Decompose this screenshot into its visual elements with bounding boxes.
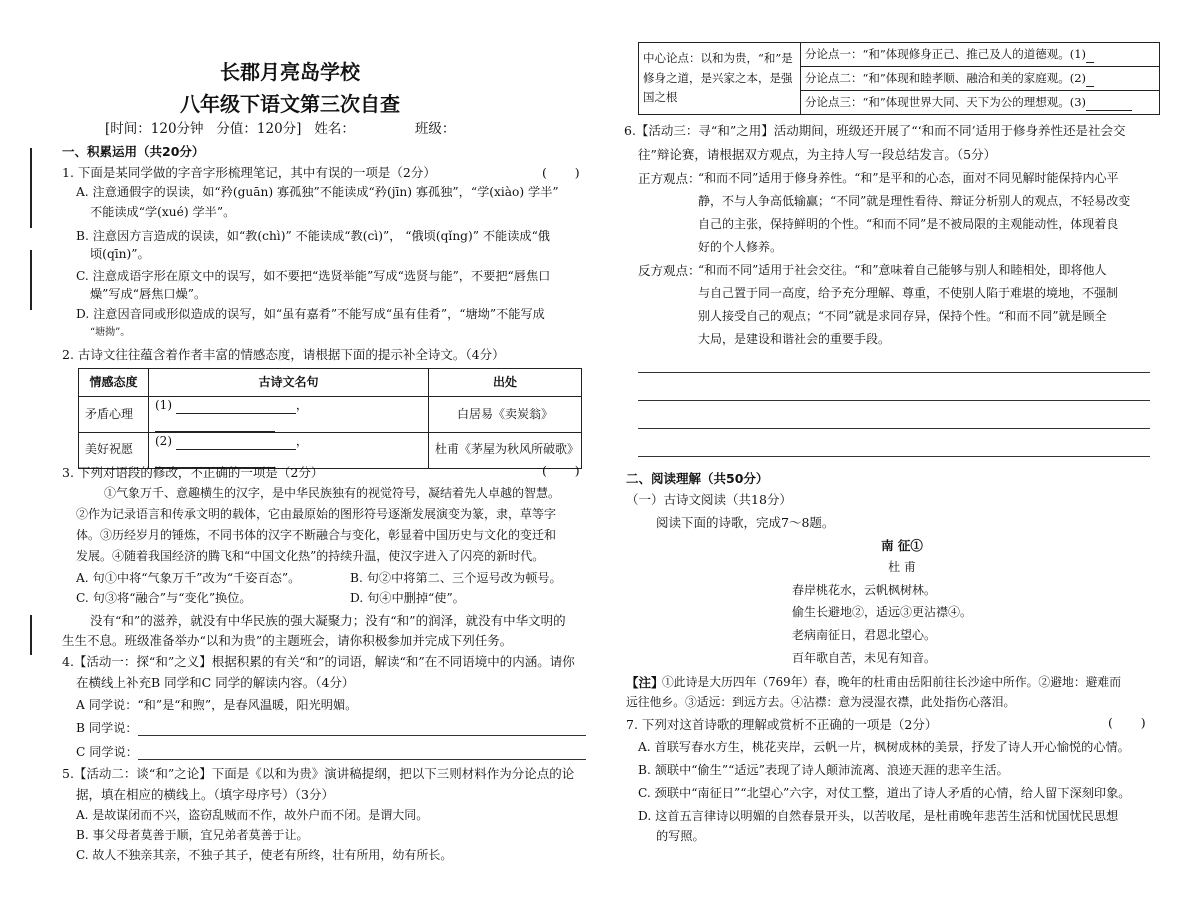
right-page [612,0,1200,904]
q7-answer-paren[interactable]: ( ) [1108,715,1146,730]
intro-line-2: 生生不息。班级准备举办“以和为贵”的主题班会，请你积极参加并完成下列任务。 [62,633,513,648]
main-thesis-line-1: 中心论点：以和为贵，“和”是 [643,51,793,66]
q5-material-b: B. 事父母者莫善于顺，宜兄弟者莫善于让。 [76,828,309,842]
table-row [79,397,582,433]
q6-answer-line-2[interactable] [638,400,1150,401]
q3-option-b: B. 句②中将第二、三个逗号改为顿号。 [350,571,562,585]
q7-option-b: B. 颔联中“偷生”“适远”表现了诗人颠沛流离、浪迹天涯的悲辛生活。 [638,763,1009,777]
q1-stem: 1. 下面是某同学做的字音字形梳理笔记，其中有误的一项是（2分） [62,165,436,180]
q2-row2-comma: ， [295,433,308,448]
q4-student-c-label: C 同学说： [76,745,138,759]
sub-point-2: 分论点二：“和”体现和睦孝顺、融洽和美的家庭观。(2) [801,67,1160,91]
main-thesis-line-2: 修身之道，是兴家之本，是强 [643,70,793,85]
q3-answer-paren[interactable]: ( ) [542,463,580,478]
poem-title: 南 征① [881,538,923,553]
q7-option-a: A. 首联写春水方生，桃花夹岸，云帆一片，枫树成林的美景，抒发了诗人开心愉悦的心情。 [638,740,1130,754]
q2-row1-emotion: 矛盾心理 [79,397,149,433]
poem-author: 杜 甫 [888,560,916,574]
school-title: 长郡月亮岛学校 [220,60,360,84]
q5-stem-1: 5.【活动二：谈“和”之论】下面是《以和为贵》演讲稿提纲，把以下三则材料作为分论点的论 [62,766,575,781]
pro-label: 正方观点： [638,171,701,186]
q1-option-b: B. 注意因方言造成的误读，如“教(chì)” 不能读成“教(cì)”， “俄顷(qǐng)” 不能读成“俄 [76,229,550,243]
q2-header-emotion: 情感态度 [79,369,149,397]
pro-line-2: 静，不与人争高低输赢；“不同”就是理性看待、辩证分析别人的观点，不轻易改变 [698,194,1131,208]
q3-passage-1: ①气象万千、意趣横生的汉字，是中华民族独有的视觉符号，凝结着先人卓越的智慧。 [104,486,561,500]
q4-stem-1: 4.【活动一：探“和”之义】根据积累的有关“和”的词语，解读“和”在不同语境中的内涵。请你 [62,654,575,669]
q5-material-c: C. 故人不独亲其亲，不独子其子，使老有所终，壮有所用，幼有所长。 [76,848,453,862]
sub-point-3: 分论点三：“和”体现世界大同、天下为公的理想观。(3) [801,91,1160,115]
q2-row1-num: (1) [155,398,172,412]
q2-stem: 2. 古诗文往往蕴含着作者丰富的情感态度，请根据下面的提示补全诗文。（4分） [62,347,505,362]
poem-line-1: 春岸桃花水，云帆枫树林。 [792,583,937,597]
q2-row2-blank-a[interactable] [176,436,296,450]
sub-point-3-blank[interactable] [1086,101,1132,111]
q3-passage-2: ②作为记录语言和传承文明的载体，它由最原始的图形符号逐渐发展演变为篆，隶，草等字 [76,507,557,521]
q1-option-a-cont: 不能读成“学(xué) 学半”。 [90,205,236,219]
q1-option-b-cont: 顷(qīn)”。 [90,247,150,261]
q1-option-d: D. 注意因音同或形似造成的误写，如“虽有嘉肴”不能写成“虽有佳肴”，“塘坳”不能写成 [76,307,545,321]
main-thesis-line-3: 国之根 [643,90,678,105]
q2-row1-blank-b[interactable] [155,418,275,432]
q5-outline-table [638,42,1160,115]
table-row [79,432,582,468]
con-line-2: 与自己置于同一高度，给予充分理解、尊重，不使别人陷于难堪的境地，不强制 [698,286,1119,300]
q4-student-b-answer-line[interactable] [138,735,586,736]
q4-student-a: A 同学说：“和”是“和煦”，是春风温暖，阳光明媚。 [76,698,358,712]
q7-stem: 7. 下列对这首诗歌的理解或赏析不正确的一项是（2分） [626,717,938,732]
section2-subtitle: （一）古诗文阅读（共18分） [626,492,792,507]
q7-option-d: D. 这首五言律诗以明媚的自然春景开头，以苦收尾，是杜甫晚年悲苦生活和忧国忧民思想 [638,809,1119,823]
q2-row1-source: 白居易《卖炭翁》 [429,397,582,433]
con-line-1: “和而不同”适用于社会交往。“和”意味着自己能够与别人和睦相处，即将他人 [698,263,1107,277]
q2-row2-source: 杜甫《茅屋为秋风所破歌》 [429,432,582,468]
pro-line-4: 好的个人修养。 [698,240,783,254]
q1-option-c-cont: 燥”写成“唇焦口燥”。 [90,287,207,301]
q3-stem: 3. 下列对语段的修改，不正确的一项是（2分） [62,465,324,480]
q5-material-a: A. 是故谋闭而不兴，盗窃乱贼而不作，故外户而不闭。是谓大同。 [76,808,429,822]
poem-instruction: 阅读下面的诗歌，完成7～8题。 [656,515,835,530]
q2-row2-blank[interactable] [149,432,429,468]
exam-info: [时间：120分钟 分值：120分] 姓名： 班级： [105,121,456,137]
q7-option-c: C. 颈联中“南征日”“北望心”六字，对仗工整，道出了诗人矛盾的心情，给人留下深刻印象。 [638,786,1131,800]
q2-table [78,368,582,469]
poem-line-3: 老病南征日，君恩北望心。 [792,628,937,642]
q4-stem-2: 在横线上补充B 同学和C 同学的解读内容。（4分） [76,675,355,690]
q2-header-line: 古诗文名句 [149,369,429,397]
q3-passage-4: 发展。④随着我国经济的腾飞和“中国文化热”的持续升温，使汉字进入了闪亮的新时代。 [76,549,545,563]
pro-line-3: 自己的主张，保持鲜明的个性。“和而不同”是不被局限的主观能动性，体现着良 [698,217,1119,231]
con-label: 反方观点： [638,263,701,278]
q6-answer-line-3[interactable] [638,428,1150,429]
binding-rule-mid [30,250,32,310]
q2-row1-blank[interactable] [149,397,429,433]
q3-option-d: D. 句④中删掉“使”。 [350,591,465,605]
section2-title: 二、阅读理解（共50分） [626,471,769,486]
intro-line-1: 没有“和”的滋养，就没有中华民族的强大凝聚力；没有“和”的润泽，就没有中华文明的 [90,613,566,628]
pro-line-1: “和而不同”适用于修身养性。“和”是平和的心态，面对不同见解时能保持内心平 [698,171,1119,185]
q1-option-d-cont: “塘拗”。 [90,327,131,338]
sub-point-2-blank[interactable] [1086,77,1094,87]
sub-point-1-blank[interactable] [1086,53,1094,63]
con-line-4: 大局，是建设和谐社会的重要手段。 [698,332,891,346]
poem-line-2: 偷生长避地②，适远③更沾襟④。 [792,605,973,619]
q4-student-b-label: B 同学说： [76,721,138,735]
con-line-3: 别人接受自己的观点；“不同”就是求同存异，保持个性。“和而不同”就是顾全 [698,309,1107,323]
q2-row1-comma: ， [295,398,308,412]
q5-stem-2: 据，填在相应的横线上。（填字母序号）（3分） [76,787,334,802]
q1-option-a: A. 注意通假字的误读，如“矜(guān) 寡孤独”不能读成“矜(jīn) 寡孤独”，“学(xiào) 学半” [76,185,559,199]
q6-answer-line-1[interactable] [638,372,1150,373]
q1-option-c: C. 注意成语字形在原文中的误写，如不要把“选贤举能”写成“选贤与能”，不要把“唇焦口 [76,269,551,283]
q4-student-c-answer-line[interactable] [138,759,586,760]
q3-passage-3: 体。③历经岁月的锤炼，不同书体的汉字不断融合与变化，彰显着中国历史与文化的变迁和 [76,528,557,542]
q7-option-d-cont: 的写照。 [656,829,705,843]
main-thesis-cell [639,43,801,115]
q6-answer-line-4[interactable] [638,456,1150,457]
q2-row2-emotion: 美好祝愿 [79,432,149,468]
sub-point-1: 分论点一：“和”体现修身正己、推己及人的道德观。(1) [801,43,1160,67]
q1-answer-paren[interactable]: ( ) [542,165,580,180]
binding-rule-top [30,148,32,228]
poem-line-4: 百年歌自苦，未见有知音。 [792,651,937,665]
q6-stem-1: 6.【活动三：寻“和”之用】活动期间，班级还开展了“‘和而不同’适用于修身养性还是社会交 [624,123,1126,138]
note-line-2: 远往他乡。③适远：到远方去。④沾襟：意为浸湿衣襟，此处指伤心落泪。 [626,695,1016,709]
q3-option-c: C. 句③将“融合”与“变化”换位。 [76,591,252,605]
q2-header-source: 出处 [429,369,582,397]
q3-option-a: A. 句①中将“气象万千”改为“千姿百态”。 [76,571,301,585]
q6-stem-2: 往”辩论赛，请根据双方观点，为主持人写一段总结发言。（5分） [638,147,997,162]
q2-row2-num: (2) [155,433,172,448]
note-label: 【注】 [626,675,664,690]
section1-title: 一、积累运用（共20分） [62,144,205,159]
exam-title: 八年级下语文第三次自查 [180,92,400,116]
binding-rule-bottom [30,615,32,655]
note-line-1: ①此诗是大历四年（769年）春，晚年的杜甫由岳阳前往长沙途中所作。②避地：避难而 [662,675,1122,689]
q2-row1-blank-a[interactable] [176,400,296,414]
